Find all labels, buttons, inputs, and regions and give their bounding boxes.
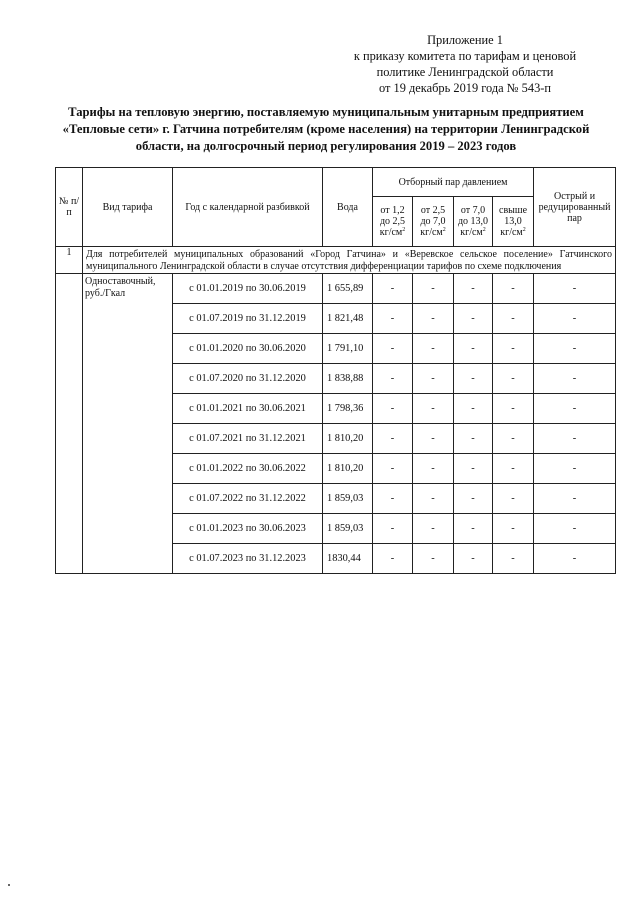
header-steam-group: Отборный пар давлением (373, 168, 534, 197)
row-pressure-3: - (454, 334, 493, 364)
row-pressure-3: - (454, 484, 493, 514)
row-pressure-3: - (454, 424, 493, 454)
row-period: с 01.07.2023 по 31.12.2023 (173, 544, 323, 574)
row-pressure-1: - (373, 394, 413, 424)
row-pressure-2: - (413, 514, 454, 544)
appendix-header (330, 32, 600, 96)
header-sharp-steam: Острый и редуцированный пар (534, 168, 616, 247)
row-water: 1 859,03 (323, 514, 373, 544)
row-period: с 01.01.2019 по 30.06.2019 (173, 274, 323, 304)
row-water: 1 810,20 (323, 454, 373, 484)
row-pressure-2: - (413, 304, 454, 334)
appendix-line-1: Приложение 1 (427, 33, 503, 47)
row-pressure-1: - (373, 454, 413, 484)
header-pressure-4 (493, 197, 534, 247)
row-sharp-steam: - (534, 334, 616, 364)
pressure-1-range: от 1,2 до 2,5 (379, 205, 406, 227)
pressure-3-unit: кг/см (460, 227, 483, 238)
row-period: с 01.01.2021 по 30.06.2021 (173, 394, 323, 424)
table-row (56, 274, 616, 304)
row-water: 1 810,20 (323, 424, 373, 454)
row-number-empty (56, 274, 83, 574)
row-pressure-3: - (454, 394, 493, 424)
pressure-2-unit-sup: 2 (442, 227, 446, 233)
row-pressure-3: - (454, 454, 493, 484)
group-description: Для потребителей муниципальных образований «Город Гатчина» и «Веревское сельское поселение» Гатчинского муниципального Ленинградской области в случае отсутствия дифференциации тарифов по схеме подключения (83, 247, 616, 274)
pressure-4-unit: кг/см (500, 227, 523, 238)
row-pressure-3: - (454, 304, 493, 334)
row-water: 1 798,36 (323, 394, 373, 424)
row-pressure-2: - (413, 544, 454, 574)
row-period: с 01.07.2020 по 31.12.2020 (173, 364, 323, 394)
header-pressure-1 (373, 197, 413, 247)
row-pressure-2: - (413, 274, 454, 304)
row-pressure-4: - (493, 274, 534, 304)
row-pressure-2: - (413, 424, 454, 454)
title-line-3: области, на долгосрочный период регулирования 2019 – 2023 годов (135, 139, 517, 153)
row-water: 1 859,03 (323, 484, 373, 514)
appendix-line-4: от 19 декабрь 2019 года № 543-п (378, 81, 552, 95)
row-pressure-1: - (373, 544, 413, 574)
row-period: с 01.07.2019 по 31.12.2019 (173, 304, 323, 334)
pressure-4-range: свыше 13,0 (499, 205, 528, 227)
tariff-kind: Одноставочный, руб./Гкал (83, 274, 173, 574)
row-pressure-1: - (373, 424, 413, 454)
row-pressure-3: - (454, 274, 493, 304)
row-water: 1 791,10 (323, 334, 373, 364)
row-pressure-3: - (454, 364, 493, 394)
row-period: с 01.07.2021 по 31.12.2021 (173, 424, 323, 454)
header-pressure-2 (413, 197, 454, 247)
row-pressure-2: - (413, 334, 454, 364)
pressure-2-unit: кг/см (420, 227, 443, 238)
row-pressure-4: - (493, 484, 534, 514)
row-period: с 01.01.2023 по 30.06.2023 (173, 514, 323, 544)
row-pressure-4: - (493, 334, 534, 364)
pressure-3-range: от 7,0 до 13,0 (457, 205, 489, 227)
row-water: 1 655,89 (323, 274, 373, 304)
row-period: с 01.01.2022 по 30.06.2022 (173, 454, 323, 484)
row-water: 1 838,88 (323, 364, 373, 394)
title-line-2: «Тепловые сети» г. Гатчина потребителям (кроме населения) на территории Ленинградской (62, 122, 590, 136)
row-pressure-1: - (373, 334, 413, 364)
scan-speck (8, 884, 10, 886)
row-sharp-steam: - (534, 394, 616, 424)
appendix-line-3: политике Ленинградской области (376, 65, 554, 79)
pressure-1-unit-sup: 2 (402, 227, 406, 233)
table-header-row (56, 168, 616, 197)
header-period: Год с календарной разбивкой (173, 168, 323, 247)
pressure-1-unit: кг/см (379, 227, 403, 238)
appendix-line-2: к приказу комитета по тарифам и ценовой (353, 49, 577, 63)
row-pressure-2: - (413, 454, 454, 484)
row-period: с 01.01.2020 по 30.06.2020 (173, 334, 323, 364)
row-sharp-steam: - (534, 544, 616, 574)
pressure-3-unit-sup: 2 (482, 227, 486, 233)
row-sharp-steam: - (534, 484, 616, 514)
group-number: 1 (56, 247, 83, 274)
title-line-1: Тарифы на тепловую энергию, поставляемую муниципальным унитарным предприятием (68, 105, 584, 119)
row-sharp-steam: - (534, 424, 616, 454)
row-pressure-1: - (373, 484, 413, 514)
row-pressure-4: - (493, 304, 534, 334)
header-water: Вода (323, 168, 373, 247)
row-sharp-steam: - (534, 364, 616, 394)
row-pressure-2: - (413, 394, 454, 424)
row-sharp-steam: - (534, 274, 616, 304)
row-pressure-1: - (373, 274, 413, 304)
row-water: 1 821,48 (323, 304, 373, 334)
row-pressure-4: - (493, 544, 534, 574)
row-water: 1830,44 (323, 544, 373, 574)
header-tariff-kind: Вид тарифа (83, 168, 173, 247)
row-sharp-steam: - (534, 304, 616, 334)
group-row (56, 247, 616, 274)
row-pressure-2: - (413, 484, 454, 514)
row-pressure-4: - (493, 364, 534, 394)
document-title (40, 104, 612, 155)
header-pressure-3 (454, 197, 493, 247)
header-number: № п/п (56, 168, 83, 247)
tariff-table (55, 167, 616, 574)
row-sharp-steam: - (534, 514, 616, 544)
row-pressure-4: - (493, 394, 534, 424)
row-pressure-3: - (454, 514, 493, 544)
row-pressure-3: - (454, 544, 493, 574)
pressure-4-unit-sup: 2 (522, 227, 526, 233)
row-pressure-2: - (413, 364, 454, 394)
row-pressure-4: - (493, 424, 534, 454)
row-pressure-1: - (373, 304, 413, 334)
row-pressure-4: - (493, 514, 534, 544)
row-pressure-1: - (373, 364, 413, 394)
row-pressure-1: - (373, 514, 413, 544)
row-sharp-steam: - (534, 454, 616, 484)
row-pressure-4: - (493, 454, 534, 484)
pressure-2-range: от 2,5 до 7,0 (420, 205, 446, 227)
row-period: с 01.07.2022 по 31.12.2022 (173, 484, 323, 514)
